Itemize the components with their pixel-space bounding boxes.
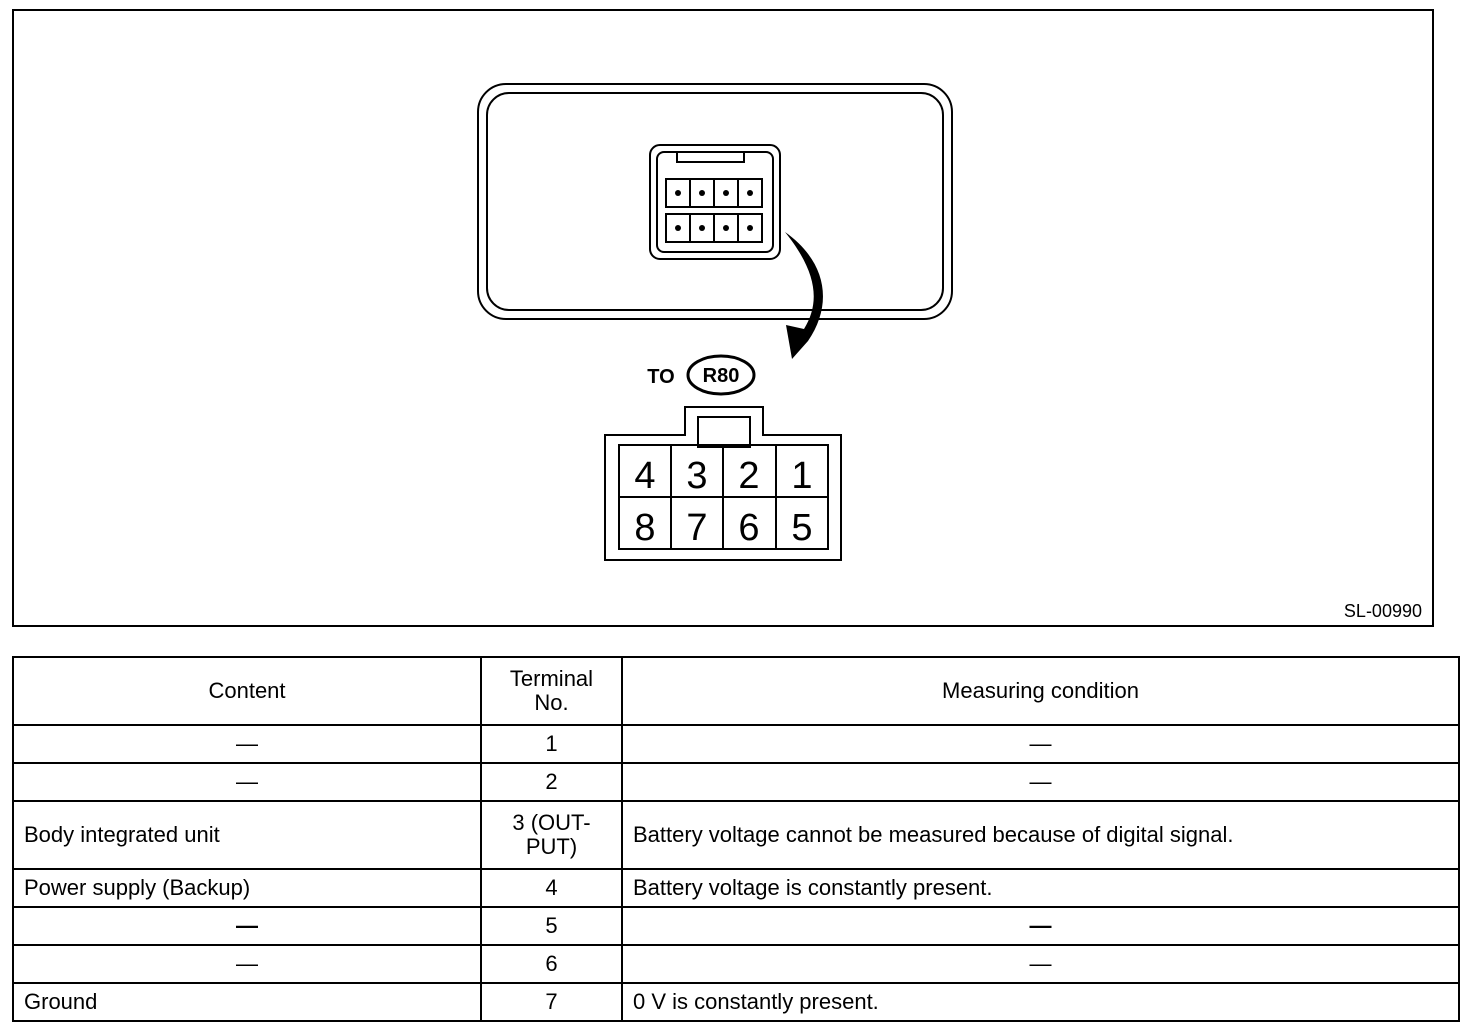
terminal-cell: 6 xyxy=(481,945,622,983)
table-header-row xyxy=(13,657,1459,725)
condition-cell: — xyxy=(622,725,1459,763)
connector-id: R80 xyxy=(702,365,740,387)
pin-number: 2 xyxy=(738,455,760,497)
table-row xyxy=(13,725,1459,763)
pin-number: 7 xyxy=(686,507,708,549)
figure-code: SL-00990 xyxy=(1343,601,1422,621)
curved-arrow-icon xyxy=(785,232,823,359)
terminal-cell: 4 xyxy=(481,869,622,907)
to-label: TO xyxy=(647,366,675,388)
table-row xyxy=(13,801,1459,869)
connector-illustration xyxy=(14,11,1436,629)
header-content: Content xyxy=(13,657,481,725)
condition-cell: — xyxy=(622,907,1459,945)
content-cell: — xyxy=(13,907,481,945)
terminal-cell: 3 (OUT-PUT) xyxy=(481,801,622,869)
table-row xyxy=(13,945,1459,983)
pin-number: 4 xyxy=(634,455,656,497)
content-cell: — xyxy=(13,945,481,983)
condition-cell: Battery voltage is constantly present. xyxy=(622,869,1459,907)
content-cell: — xyxy=(13,725,481,763)
condition-cell: — xyxy=(622,945,1459,983)
terminal-cell: 1 xyxy=(481,725,622,763)
pin-number: 8 xyxy=(634,507,656,549)
terminal-cell: 7 xyxy=(481,983,622,1021)
unit-socket xyxy=(650,145,780,259)
header-measuring-condition: Measuring condition xyxy=(622,657,1459,725)
content-cell: Power supply (Backup) xyxy=(13,869,481,907)
header-terminal-no: Terminal No. xyxy=(481,657,622,725)
pin-number: 1 xyxy=(791,455,813,497)
content-cell: — xyxy=(13,763,481,801)
connector-diagram xyxy=(12,9,1434,627)
terminal-table xyxy=(12,656,1460,1022)
table-row xyxy=(13,907,1459,945)
condition-cell: — xyxy=(622,763,1459,801)
condition-cell: Battery voltage cannot be measured because of digital signal. xyxy=(622,801,1459,869)
terminal-cell: 5 xyxy=(481,907,622,945)
harness-connector xyxy=(605,407,841,560)
pin-number: 5 xyxy=(791,507,813,549)
content-cell: Body integrated unit xyxy=(13,801,481,869)
pin-number: 3 xyxy=(686,455,708,497)
table-row xyxy=(13,763,1459,801)
table-row xyxy=(13,983,1459,1021)
content-cell: Ground xyxy=(13,983,481,1021)
table-row xyxy=(13,869,1459,907)
condition-cell: 0 V is constantly present. xyxy=(622,983,1459,1021)
terminal-cell: 2 xyxy=(481,763,622,801)
pin-number: 6 xyxy=(738,507,760,549)
